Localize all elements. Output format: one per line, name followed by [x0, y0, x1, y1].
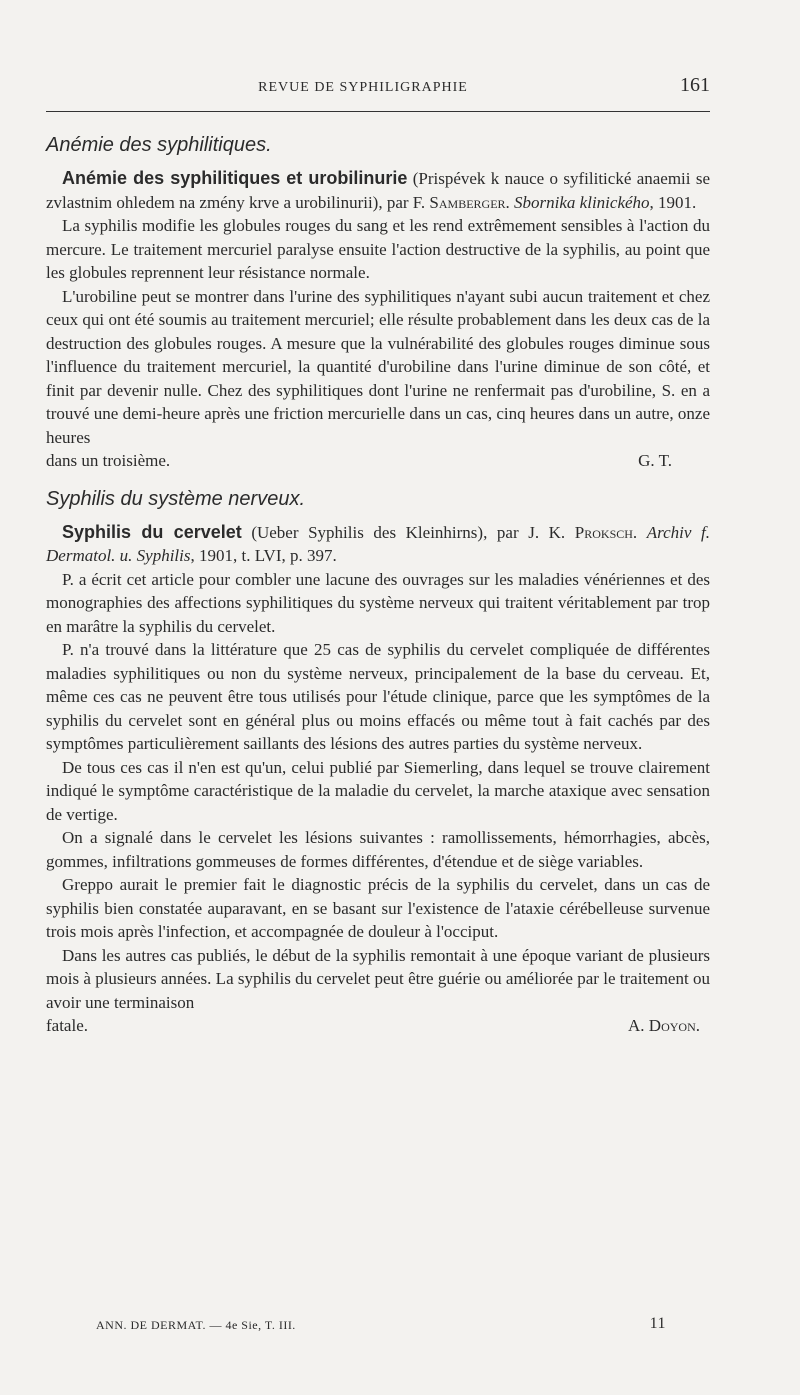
- reference-year: , 1901, t. LVI, p. 397.: [190, 546, 337, 565]
- closing-text: dans un troisième.: [46, 451, 171, 470]
- closing-text: fatale.: [46, 1016, 88, 1035]
- paragraph: De tous ces cas il n'en est qu'un, celui publié par Siemerling, dans lequel se trouve clairement indiqué le symptôme caractéristique de la maladie du cervelet, la marche ataxique avec sensation de vertige.: [46, 757, 710, 824]
- reference-text: (Prispévek k nauce o syfilitické anaemii se zvlastnim ohledem na zmény krve a urobilinurii), par F.: [46, 169, 710, 212]
- closing-line: [46, 1014, 710, 1038]
- reference-author: Proksch: [574, 522, 633, 542]
- reference-separator: .: [505, 192, 515, 212]
- reference-separator: .: [632, 522, 647, 542]
- page-footer: [96, 1315, 666, 1333]
- reference-journal: Archiv f. Dermatol. u. Syphilis: [46, 522, 711, 565]
- footer-journal-line: ANN. DE DERMAT. — 4e Sie, T. III.: [96, 1318, 296, 1332]
- paragraph: Dans les autres cas publiés, le début de la syphilis remontait à une époque variant de plusieurs mois à plusieurs années. La syphilis du cervelet peut être guérie ou améliorée par le traitement ou avoir une terminaison: [46, 945, 710, 1012]
- paragraph: On a signalé dans le cervelet les lésions suivantes : ramollissements, hémorrhagies, abcès, gommes, infiltrations gommeuses de formes différentes, d'étendue et de siège variables.: [46, 828, 710, 871]
- paragraph: Greppo aurait le premier fait le diagnostic précis de la syphilis du cervelet, dans un cas de syphilis bien constatée auparavant, en se basant sur l'existence de l'ataxie cérébelleuse survenue trois mois après l'infection, et accompagnée de douleur à l'occiput.: [46, 875, 710, 941]
- paragraph: P. a écrit cet article pour combler une lacune des ouvrages sur les maladies vénériennes et des monographies des affections syphilitiques du système nerveux qui traitent véritablement par trop en marâtre la syphilis du cervelet.: [46, 569, 710, 636]
- signature-surname: Doyon.: [648, 1016, 700, 1035]
- signature: [628, 1014, 710, 1038]
- signature-initial: A.: [628, 1016, 649, 1035]
- sheet-number: 11: [649, 1315, 666, 1332]
- reference-author: Samberger: [429, 192, 506, 212]
- paragraph: La syphilis modifie les globules rouges du sang et les rend extrêmement sensibles à l'action du mercure. Le traitement mercuriel paralyse ensuite l'action destructive de la syphilis, au point que les globules reprennent leur résistance normale.: [46, 216, 710, 282]
- reference-journal: Sbornika klinického: [514, 192, 650, 212]
- header-rule: [46, 111, 710, 112]
- section-heading: Syphilis du système nerveux.: [46, 487, 306, 510]
- running-head: [46, 72, 710, 102]
- reference-year: , 1901.: [649, 192, 697, 212]
- section-heading: Anémie des syphilitiques.: [46, 134, 272, 156]
- paragraph: P. n'a trouvé dans la littérature que 25 cas de syphilis du cervelet compliquée de différentes maladies syphilitiques ou non du système nerveux, principalement de la base du cerveau. Et, même ces cas ne peuvent être tous utilisés pour l'étude clinique, parce que les symptômes de la syphilis du cervelet sont en général plus ou moins effacés ou même tout à fait cachés par des symptômes particulièrement saillants des lésions des autres parties du système nerveux.: [46, 640, 710, 753]
- closing-line: [46, 449, 710, 473]
- signature: G. T.: [638, 451, 672, 470]
- article-reference: [46, 167, 710, 214]
- page-content: [46, 128, 710, 1038]
- article-title: Anémie des syphilitiques et urobilinurie: [62, 168, 408, 188]
- paragraph: L'urobiline peut se montrer dans l'urine des syphilitiques n'ayant subi aucun traitement et chez ceux qui ont été soumis au traitement mercuriel; elle résulte probablement dans les deux cas de la destruction des globules rouges. A mesure que la vulnérabilité des globules rouges diminue sous l'influence du traitement mercuriel, la quantité d'urobiline dans l'urine diminue de son côté, et finit par devenir nulle. Chez des syphilitiques dont l'urine ne renfermait pas d'urobiline, S. en a trouvé une demi-heure après une friction mercurielle dans un cas, cinq heures dans un autre, onze heures: [46, 286, 710, 447]
- page-number: 161: [680, 74, 710, 96]
- reference-text: (Ueber Syphilis des Kleinhirns), par J. K.: [241, 522, 575, 542]
- running-title: REVUE DE SYPHILIGRAPHIE: [258, 80, 468, 95]
- article-title: Syphilis du cervelet: [62, 521, 242, 542]
- article-reference: [46, 521, 710, 568]
